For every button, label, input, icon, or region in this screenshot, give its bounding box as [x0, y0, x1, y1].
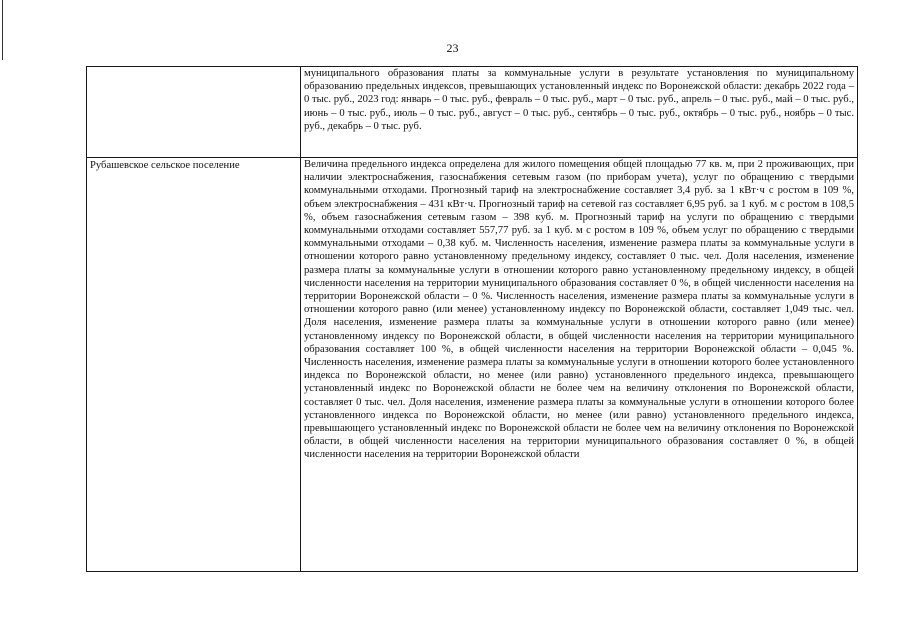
municipality-name: Рубашевское сельское поселение: [90, 160, 240, 171]
municipality-name: [90, 67, 297, 68]
description-text: Величина предельного индекса определена для жилого помещения общей площадью 77 кв. м, при 2 проживающих, при наличии электроснабжения, газоснабжения сетевым газом (по приборам учета), услуг по обращению с твердыми коммунальными отходами. Прогнозный тариф на электроснабжение составляет 3,4 руб. за 1 кВт·ч с ростом в 109 %, объем электроснабжения – 431 кВт·ч. Прогнозный тариф на сетевой газ составляет 6,95 руб. за 1 куб. м с ростом в 108,5 %, объем газоснабжения сетевым газом – 398 куб. м. Прогнозный тариф на услуги по обращению с твердыми коммунальными отходами составляет 557,77 руб. за 1 куб. м с ростом в 109 %, объем услуг по обращению с твердыми коммунальными отходами – 0,38 куб. м. Численность населения, изменение размера платы за коммунальные услуги в отношении которого равно установленному предельному индексу, составляет 0 тыс. чел. Доля населения, изменение размера платы за коммунальные услуги в отношении которого равно установленному предельному индексу, в общей численности населения на территории муниципального образования составляет 0 %, в общей численности населения на территории Воронежской области – 0 %. Численность населения, изменение размера платы за коммунальные услуги в отношении которого равно (или менее) установленному индексу по Воронежской области, составляет 1,049 тыс. чел. Доля населения, изменение размера платы за коммунальные услуги в отношении которого равно (или менее) установленному индексу по Воронежской области, в общей численности населения на территории муниципального образования составляет 100 %, в общей численности населения на территории Воронежской области – 0,045 %. Численность населения, изменение размера платы за коммунальные услуги в отношении которого более установленного индекса по Воронежской области, но менее (или равно) установленного предельного индекса, превышающего установленный индекс по Воронежской области не более чем на величину отклонения по Воронежской области, составляет 0 тыс. чел. Доля населения, изменение размера платы за коммунальные услуги в отношении которого более установленного индекса по Воронежской области, но менее (или равно) установленного предельного индекса, превышающего установленный индекс по Воронежской области не более чем на величину отклонения по Воронежской области, в общей численности населения на территории муниципального образования составляет 0 %, в общей численности населения на территории Воронежской области: [304, 159, 854, 461]
description-cell: [301, 158, 858, 572]
municipality-name-cell: [87, 158, 301, 572]
municipality-name-cell: [87, 67, 301, 158]
municipality-table: [86, 66, 858, 572]
description-cell: [301, 67, 858, 158]
table-row: [87, 158, 858, 572]
description-text: муниципального образования платы за коммунальные услуги в результате установления по муниципальному образованию предельных индексов, превышающих установленный индекс по Воронежской области: декабрь 2022 года – 0 тыс. руб., 2023 год: январь – 0 тыс. руб., февраль – 0 тыс. руб., март – 0 тыс. руб., апрель – 0 тыс. руб., май – 0 тыс. руб., июнь – 0 тыс. руб., июль – 0 тыс. руб., август – 0 тыс. руб., сентябрь – 0 тыс. руб., октябрь – 0 тыс. руб., ноябрь – 0 тыс. руб., декабрь – 0 тыс. руб.: [304, 68, 854, 132]
table-row: [87, 67, 858, 158]
page-number: 23: [446, 41, 459, 55]
